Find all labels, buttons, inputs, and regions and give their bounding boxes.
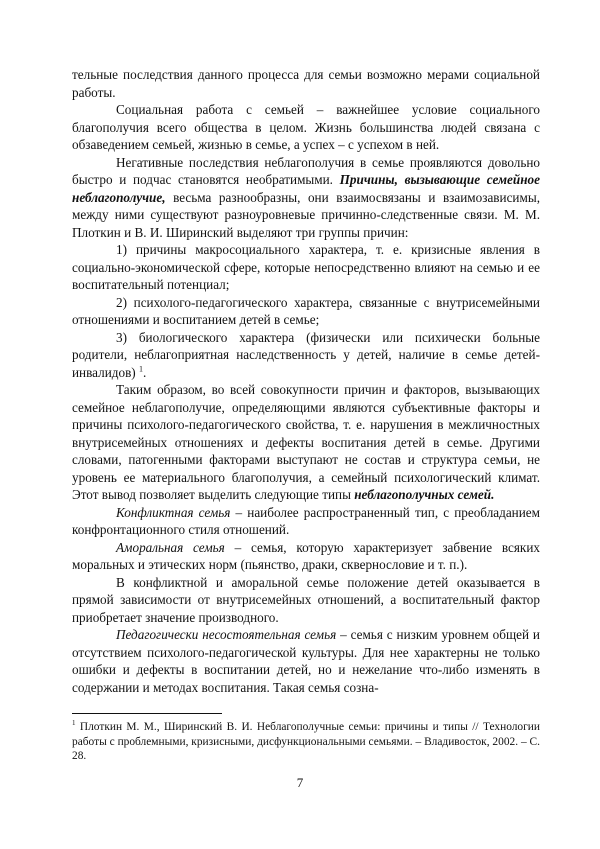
- cause-item-3-text: 3) биологического характера (физически или психически больные родители, неблагоприятная наследственность у детей, наличие в семье детей-инвалидов): [72, 329, 540, 380]
- paragraph-7-text: Таким образом, во всей совокупности причин и факторов, вызывающих семейное неблагополучие, определяющими являются субъективные факторы и причины психолого-педагогического свойства, т. е. нарушения в межличностных внутрисемейных отношениях и дефекты воспитания детей в семье. Другими словами, патогенными факторами выступают не состав и структура семьи, не уровень ее материального благополучия, а семейный психологический климат. Этот вывод позволяет выделить следующие типы: [72, 382, 540, 502]
- paragraph-3-text-a: Негативные последствия неблагополучия в семье проявляются довольно быстро и подчас становятся необратимыми.: [72, 154, 540, 187]
- cause-item-3: [72, 329, 540, 382]
- family-type-description: – наиболее распространенный тип, с преобладанием конфронтационного стиля отношений.: [72, 504, 540, 537]
- cause-item-2: 2) психолого-педагогического характера, связанные с внутрисемейными отношениями и воспитанием детей в семье;: [72, 294, 540, 327]
- paragraph-3: [72, 154, 540, 242]
- dysfunctional-families-emphasis: неблагополучных семей.: [354, 487, 495, 502]
- family-type-term: Педагогически несостоятельная семья: [116, 627, 337, 642]
- page-number: 7: [296, 775, 304, 790]
- family-type-immoral: [72, 539, 540, 574]
- footnote-reference[interactable]: 1: [139, 364, 143, 374]
- paragraph-3-text-c: весьма разнообразны, они взаимосвязаны и взаимозависимы, между ними существуют разноуровневые причинно-следственные связи. М. М. Плоткин и В. И. Ширинский выделяют три группы причин:: [72, 189, 540, 240]
- family-type-term: Конфликтная семья: [116, 504, 231, 520]
- family-type-description: – семья с низким уровнем общей и отсутствием психолого-педагогической культуры. Для нее характерны не только ошибки и дефекты в воспитании детей, но и нежелание что-либо изменять в содержании и методах воспитания. Такая семья созна-: [72, 627, 540, 695]
- footnote-divider: [72, 713, 222, 714]
- paragraph-10: В конфликтной и аморальной семье положение детей оказывается в прямой зависимости от внутрисемейных отношений, а воспитательный фактор приобретает значение производного.: [72, 574, 540, 625]
- cause-item-3-end: .: [143, 364, 147, 380]
- family-type-description: – семья, которую характеризует забвение всяких моральных и этических норм (пьянство, драки, сквернословие и т. п.).: [72, 539, 540, 572]
- footnote-marker: 1: [72, 719, 76, 728]
- family-type-term: Аморальная семья: [116, 539, 225, 555]
- paragraph-2: Социальная работа с семьей – важнейшее условие социального благополучия всего общества в целом. Жизнь большинства людей связана с обзаведением семьей, жизнью в семье, а успех – с успехом в ней.: [72, 102, 540, 152]
- causes-emphasis: Причины, вызывающие семейное неблагополучие,: [72, 172, 540, 205]
- main-text: [72, 66, 540, 696]
- cause-item-1: 1) причины макросоциального характера, т. е. кризисные явления в социально-экономической сфере, которые непосредственно влияют на семью и ее воспитательный потенциал;: [72, 242, 540, 292]
- family-type-pedagogically-incompetent: [72, 626, 540, 696]
- paragraph-7: [72, 381, 540, 504]
- footnote-text: Плоткин М. М., Ширинский В. И. Неблагополучные семьи: причины и типы // Технологии работы с проблемными, кризисными, дисфункциональными семьями. – Владивосток, 2002. – С. 28.: [72, 721, 540, 763]
- paragraph-1: тельные последствия данного процесса для семьи возможно мерами социальной работы.: [72, 67, 540, 100]
- family-type-conflict: [72, 504, 540, 539]
- footnote: [72, 720, 540, 764]
